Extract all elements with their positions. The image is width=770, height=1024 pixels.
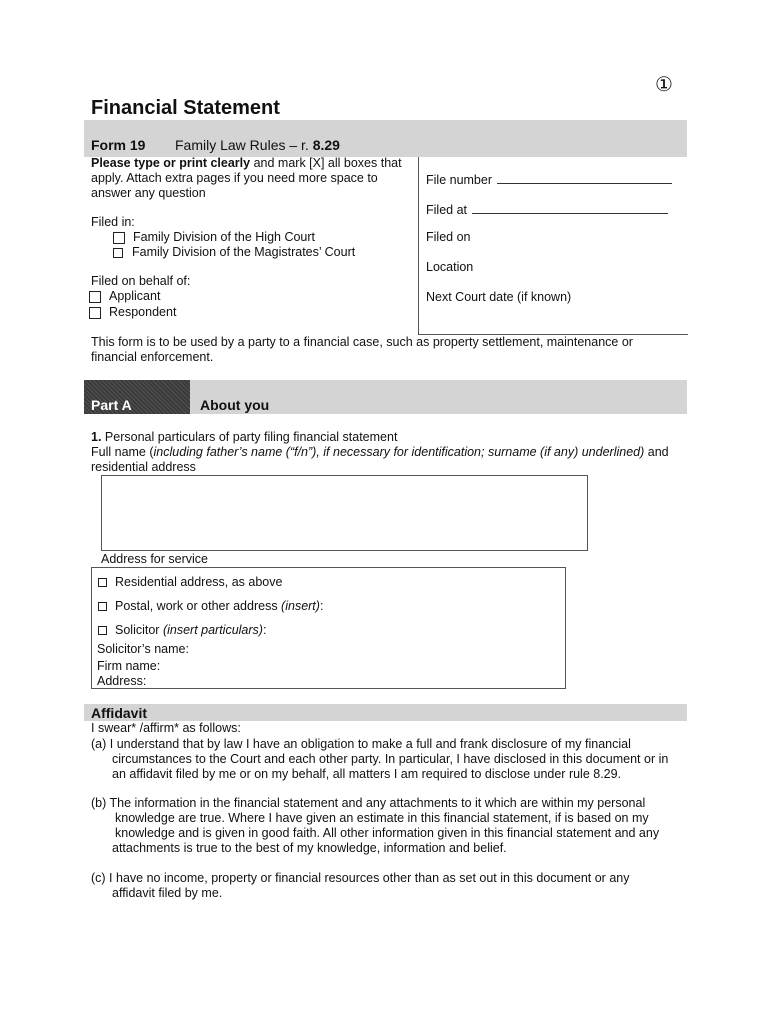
service-solicitor-label: Solicitor (insert particulars): [115, 623, 267, 637]
service-residential-option[interactable] [98, 575, 282, 590]
applicant-label: Applicant [109, 289, 161, 303]
page-title: Financial Statement [91, 97, 280, 119]
next-court-date-label: Next Court date (if known) [426, 290, 572, 304]
q1-full-name-line: Full name (including father’s name (“f/n”), if necessary for identification; surname (if any) underlined) and [91, 445, 669, 459]
name-address-input-box[interactable] [101, 475, 588, 551]
affidavit-a-line-1: (a) I understand that by law I have an obligation to make a full and frank disclosure of my financial [91, 737, 631, 751]
q1-heading: 1. Personal particulars of party filing financial statement [91, 430, 398, 444]
instructions-line-1: Please type or print clearly and mark [X] all boxes that [91, 156, 402, 170]
affidavit-a-line-2: circumstances to the Court and each other party. In particular, I have disclosed in this document or in [112, 752, 669, 766]
filed-on-label: Filed on [426, 230, 471, 244]
service-residential-checkbox[interactable] [98, 578, 107, 587]
filed-in-magistrates-court-checkbox[interactable] [113, 248, 123, 258]
purpose-line-1: This form is to be used by a party to a financial case, such as property settlement, maintenance or [91, 335, 633, 349]
affidavit-title: Affidavit [91, 705, 147, 721]
filed-in-label: Filed in: [91, 215, 135, 229]
part-a-label: Part A [91, 397, 132, 413]
filed-in-magistrates-court-option[interactable] [113, 245, 355, 260]
service-solicitor-option[interactable] [98, 623, 266, 638]
service-postal-label: Postal, work or other address (insert): [115, 599, 324, 613]
firm-name-label: Firm name: [97, 659, 161, 673]
filed-at-field[interactable] [426, 201, 668, 218]
service-solicitor-checkbox[interactable] [98, 626, 107, 635]
file-number-line[interactable] [497, 171, 672, 184]
filed-in-high-court-label: Family Division of the High Court [133, 230, 316, 244]
affidavit-b-line-1: (b) The information in the financial statement and any attachments to it which are within my personal [91, 796, 646, 810]
rules-reference: Family Law Rules – r. 8.29 [175, 137, 340, 153]
affidavit-c-line-2: affidavit filed by me. [112, 886, 223, 900]
address-label: Address: [97, 674, 147, 688]
affidavit-c-line-1: (c) I have no income, property or financial resources other than as set out in this document or any [91, 871, 630, 885]
filed-in-high-court-option[interactable] [113, 230, 315, 245]
page-number-marker: ① [655, 74, 673, 96]
filed-on-behalf-label: Filed on behalf of: [91, 274, 191, 288]
service-residential-label: Residential address, as above [115, 575, 283, 589]
affidavit-intro: I swear* /affirm* as follows: [91, 721, 241, 735]
purpose-line-2: financial enforcement. [91, 350, 214, 364]
filed-in-high-court-checkbox[interactable] [113, 232, 125, 244]
applicant-option[interactable] [89, 289, 160, 304]
solicitor-name-label: Solicitor’s name: [97, 642, 189, 656]
file-number-field[interactable] [426, 171, 672, 188]
respondent-checkbox[interactable] [89, 307, 101, 319]
affidavit-b-line-3: knowledge and is given in good faith. All other information given in this financial statement and any [115, 826, 660, 840]
respondent-label: Respondent [109, 305, 177, 319]
file-number-label: File number [426, 173, 492, 187]
q1-residential-address-label: residential address [91, 460, 196, 474]
affidavit-band [84, 704, 687, 721]
instructions-line-3: answer any question [91, 186, 206, 200]
filed-at-label: Filed at [426, 203, 467, 217]
service-postal-option[interactable] [98, 599, 323, 614]
affidavit-b-line-2: knowledge are true. Where I have given an estimate in this financial statement, if is based on my [115, 811, 649, 825]
affidavit-a-line-3: an affidavit filed by me or on my behalf, all matters I am required to disclose under rule 8.29. [112, 767, 622, 781]
affidavit-b-line-4: attachments is true to the best of my knowledge, information and belief. [112, 841, 507, 855]
instructions-line-2: apply. Attach extra pages if you need more space to [91, 171, 378, 185]
service-postal-checkbox[interactable] [98, 602, 107, 611]
applicant-checkbox[interactable] [89, 291, 101, 303]
part-a-title: About you [200, 397, 270, 413]
location-label: Location [426, 260, 474, 274]
filed-in-magistrates-court-label: Family Division of the Magistrates’ Court [132, 245, 356, 259]
address-for-service-label: Address for service [101, 552, 208, 566]
respondent-option[interactable] [89, 305, 176, 320]
form-number: Form 19 [91, 137, 146, 153]
filed-at-line[interactable] [472, 201, 668, 214]
